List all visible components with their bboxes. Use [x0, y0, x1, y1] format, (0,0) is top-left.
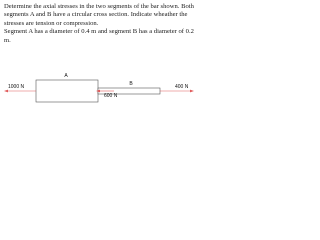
problem-paragraph-2: Segment A has a diameter of 0.4 m and segment B has a diameter of 0.2 m. — [4, 28, 194, 44]
segment-a-label: A — [64, 73, 68, 79]
bar-diagram — [0, 70, 200, 120]
segment-b-label: B — [129, 81, 133, 87]
force-right-arrow — [160, 90, 194, 93]
force-left-arrow — [4, 90, 36, 93]
force-left-label: 1000 N — [8, 84, 25, 90]
force-right-label: 400 N — [175, 84, 189, 90]
segment-a — [36, 80, 98, 102]
problem-statement — [4, 3, 196, 45]
problem-paragraph-1: Determine the axial stresses in the two segments of the bar shown. Both segments A and B have a circular cross section. Indicate wheather the stresses are tension or compression. — [4, 3, 194, 27]
force-middle-label: 600 N — [104, 93, 118, 99]
